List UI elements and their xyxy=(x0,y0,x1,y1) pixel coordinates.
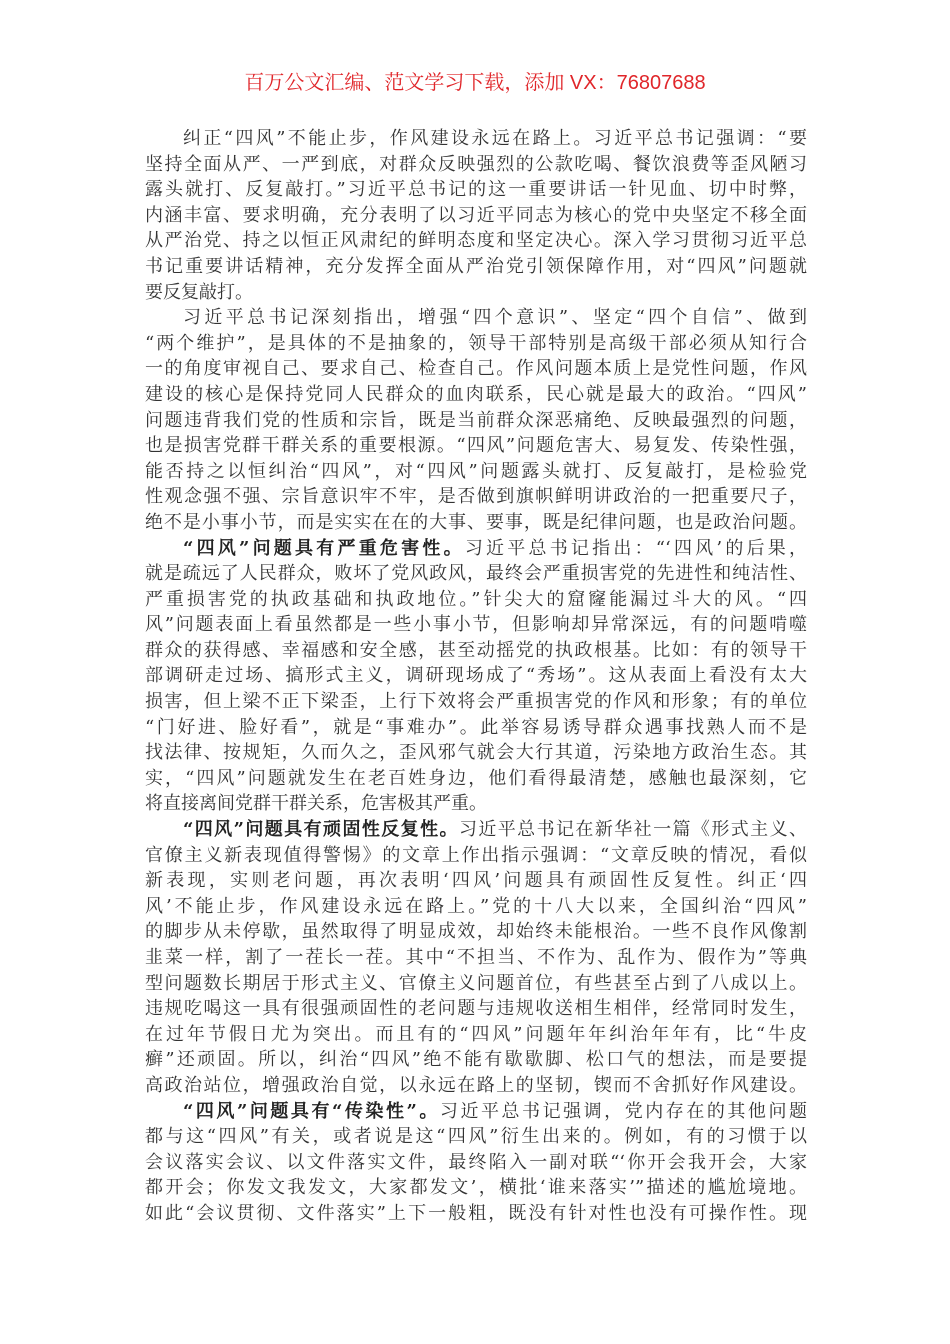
paragraph xyxy=(145,536,807,818)
text-line xyxy=(145,228,807,254)
text-line xyxy=(145,1150,807,1176)
paragraph xyxy=(145,126,807,305)
line-text: 风”问题表面上看虽然都是一些小事小节，但影响却异常深远，有的问题啃噬 xyxy=(145,614,807,636)
text-line xyxy=(145,382,807,408)
line-text: 实，“四风”问题就发生在老百姓身边，他们看得最清楚，感触也最深刻，它 xyxy=(145,767,807,789)
text-line xyxy=(145,587,807,613)
line-text: 部调研走过场、搞形式主义，调研现场成了“秀场”。这从表面上看没有太大 xyxy=(145,665,807,687)
line-text: 型问题数长期居于形式主义、官僚主义问题首位，有些甚至占到了八成以上。 xyxy=(145,972,807,994)
paragraph xyxy=(145,305,807,535)
line-text: “门好进、脸好看”，就是“事难办”。此举容易诱导群众遇事找熟人而不是 xyxy=(145,716,807,738)
text-line xyxy=(145,1073,807,1099)
watermark-header: 百万公文汇编、范文学习下载，添加 VX：76807688 xyxy=(244,72,706,94)
line-text: 一的角度审视自己、要求自己、检查自己。作风问题本质上是党性问题，作风 xyxy=(145,358,807,380)
text-line xyxy=(145,1124,807,1150)
text-line xyxy=(145,484,807,510)
line-text: 习近平总书记指出：“‘四风’的后果， xyxy=(464,537,807,559)
text-line xyxy=(145,612,807,638)
text-line xyxy=(145,843,807,869)
line-text: 习近平总书记在新华社一篇《形式主义、 xyxy=(458,819,807,841)
text-line xyxy=(145,919,807,945)
text-line xyxy=(145,689,807,715)
line-text: 都开会；你发文我发文，大家都发文’，横批‘谁来落实’”描述的尴尬境地。 xyxy=(145,1177,807,1199)
text-line xyxy=(145,561,807,587)
text-line xyxy=(145,894,807,920)
line-text: 绝不是小事小节，而是实实在在的大事、要事，既是纪律问题，也是政治问题。 xyxy=(145,511,807,533)
text-line xyxy=(145,433,807,459)
line-text: “两个维护”，是具体的不是抽象的，领导干部特别是高级干部必须从知行合 xyxy=(145,332,807,354)
line-text: 的脚步从未停歇，虽然取得了明显成效，却始终未能根治。一些不良作风像割 xyxy=(145,921,807,943)
text-line xyxy=(145,1175,807,1201)
line-text: 坚持全面从严、一严到底，对群众反映强烈的公款吃喝、餐饮浪费等歪风陋习 xyxy=(145,153,807,175)
text-line xyxy=(145,510,807,536)
text-line xyxy=(145,459,807,485)
line-text: 就是疏远了人民群众，败坏了党风政风，最终会严重损害党的先进性和纯洁性、 xyxy=(145,563,807,585)
text-line xyxy=(145,945,807,971)
line-text: 建设的核心是保持党同人民群众的血肉联系，民心就是最大的政治。“四风” xyxy=(145,383,807,405)
line-text: 违规吃喝这一具有很强顽固性的老问题与违规收送相生相伴，经常同时发生， xyxy=(145,998,807,1020)
text-line xyxy=(145,740,807,766)
line-text: 内涵丰富、要求明确，充分表明了以习近平同志为核心的党中央坚定不移全面 xyxy=(145,204,807,226)
text-line xyxy=(145,663,807,689)
line-text: 严重损害党的执政基础和执政地位。”针尖大的窟窿能漏过斗大的风。“四 xyxy=(145,588,807,610)
paragraph-heading: “四风”问题具有严重危害性。 xyxy=(183,537,465,559)
paragraph-heading: “四风”问题具有顽固性反复性。 xyxy=(183,819,459,841)
text-line xyxy=(145,177,807,203)
document-body xyxy=(145,126,807,1227)
text-line xyxy=(145,126,807,152)
line-text: 能否持之以恒纠治“四风”，对“四风”问题露头就打、反复敲打，是检验党 xyxy=(145,460,807,482)
text-line xyxy=(145,331,807,357)
line-text: 会议落实会议、以文件落实文件，最终陷入一副对联“‘你开会我开会，大家 xyxy=(145,1151,807,1173)
line-text: 高政治站位，增强政治自觉，以永远在路上的坚韧，锲而不舍抓好作风建设。 xyxy=(145,1074,807,1096)
line-text: 习近平总书记强调，党内存在的其他问题 xyxy=(439,1100,807,1122)
text-line xyxy=(145,1047,807,1073)
line-text: 群众的获得感、幸福感和安全感，甚至动摇党的执政根基。比如：有的领导干 xyxy=(145,639,807,661)
line-text: 也是损害党群干群关系的重要根源。“四风”问题危害大、易复发、传染性强， xyxy=(145,435,807,457)
text-line xyxy=(145,280,807,306)
line-text: 问题违背我们党的性质和宗旨，既是当前群众深恶痛绝、反映最强烈的问题， xyxy=(145,409,807,431)
text-line xyxy=(145,203,807,229)
line-text: 都与这“四风”有关，或者说是这“四风”衍生出来的。例如，有的习惯于以 xyxy=(145,1126,807,1148)
line-text: 风’不能止步，作风建设永远在路上。”党的十八大以来，全国纠治“四风” xyxy=(145,895,807,917)
line-text: 找法律、按规矩，久而久之，歪风邪气就会大行其道，污染地方政治生态。其 xyxy=(145,742,807,764)
line-text: 习近平总书记深刻指出，增强“四个意识”、坚定“四个自信”、做到 xyxy=(183,307,807,329)
text-line xyxy=(145,791,807,817)
text-line xyxy=(145,356,807,382)
line-text: 癣”还顽固。所以，纠治“四风”绝不能有歇歇脚、松口气的想法，而是要提 xyxy=(145,1049,807,1071)
text-line xyxy=(145,971,807,997)
line-text: 纠正“四风”不能止步，作风建设永远在路上。习近平总书记强调：“要 xyxy=(183,128,807,149)
line-text: 韭菜一样，割了一茬长一茬。其中“不担当、不作为、乱作为、假作为”等典 xyxy=(145,947,807,968)
line-text: 性观念强不强、宗旨意识牢不牢，是否做到旗帜鲜明讲政治的一把重要尺子， xyxy=(145,486,807,508)
text-line xyxy=(145,817,807,843)
text-line xyxy=(145,1022,807,1048)
line-text: 要反复敲打。 xyxy=(145,281,253,303)
line-text: 官僚主义新表现值得警惕》的文章上作出指示强调：“文章反映的情况，看似 xyxy=(145,844,807,866)
text-line xyxy=(145,152,807,178)
text-line xyxy=(145,766,807,792)
line-text: 如此“会议贯彻、文件落实”上下一般粗，既没有针对性也没有可操作性。现 xyxy=(145,1202,807,1224)
text-line xyxy=(145,638,807,664)
text-line xyxy=(145,715,807,741)
text-line xyxy=(145,408,807,434)
text-line xyxy=(145,996,807,1022)
paragraph-heading: “四风”问题具有“传染性”。 xyxy=(183,1100,440,1122)
line-text: 将直接离间党群干群关系，危害极其严重。 xyxy=(145,793,487,815)
text-line xyxy=(145,1099,807,1125)
line-text: 损害，但上梁不正下梁歪，上行下效将会严重损害党的作风和形象；有的单位 xyxy=(145,691,807,713)
text-line xyxy=(145,1201,807,1227)
line-text: 新表现，实则老问题，再次表明‘四风’问题具有顽固性反复性。纠正‘四 xyxy=(145,870,807,892)
paragraph xyxy=(145,817,807,1099)
line-text: 书记重要讲话精神，充分发挥全面从严治党引领保障作用，对“四风”问题就 xyxy=(145,255,807,277)
text-line xyxy=(145,254,807,280)
line-text: 从严治党、持之以恒正风肃纪的鲜明态度和坚定决心。深入学习贯彻习近平总 xyxy=(145,230,807,252)
text-line xyxy=(145,536,807,562)
line-text: 露头就打、反复敲打。”习近平总书记的这一重要讲话一针见血、切中时弊， xyxy=(145,179,807,201)
text-line xyxy=(145,305,807,331)
paragraph xyxy=(145,1099,807,1227)
text-line xyxy=(145,868,807,894)
line-text: 在过年节假日尤为突出。而且有的“四风”问题年年纠治年年有，比“牛皮 xyxy=(145,1023,807,1045)
